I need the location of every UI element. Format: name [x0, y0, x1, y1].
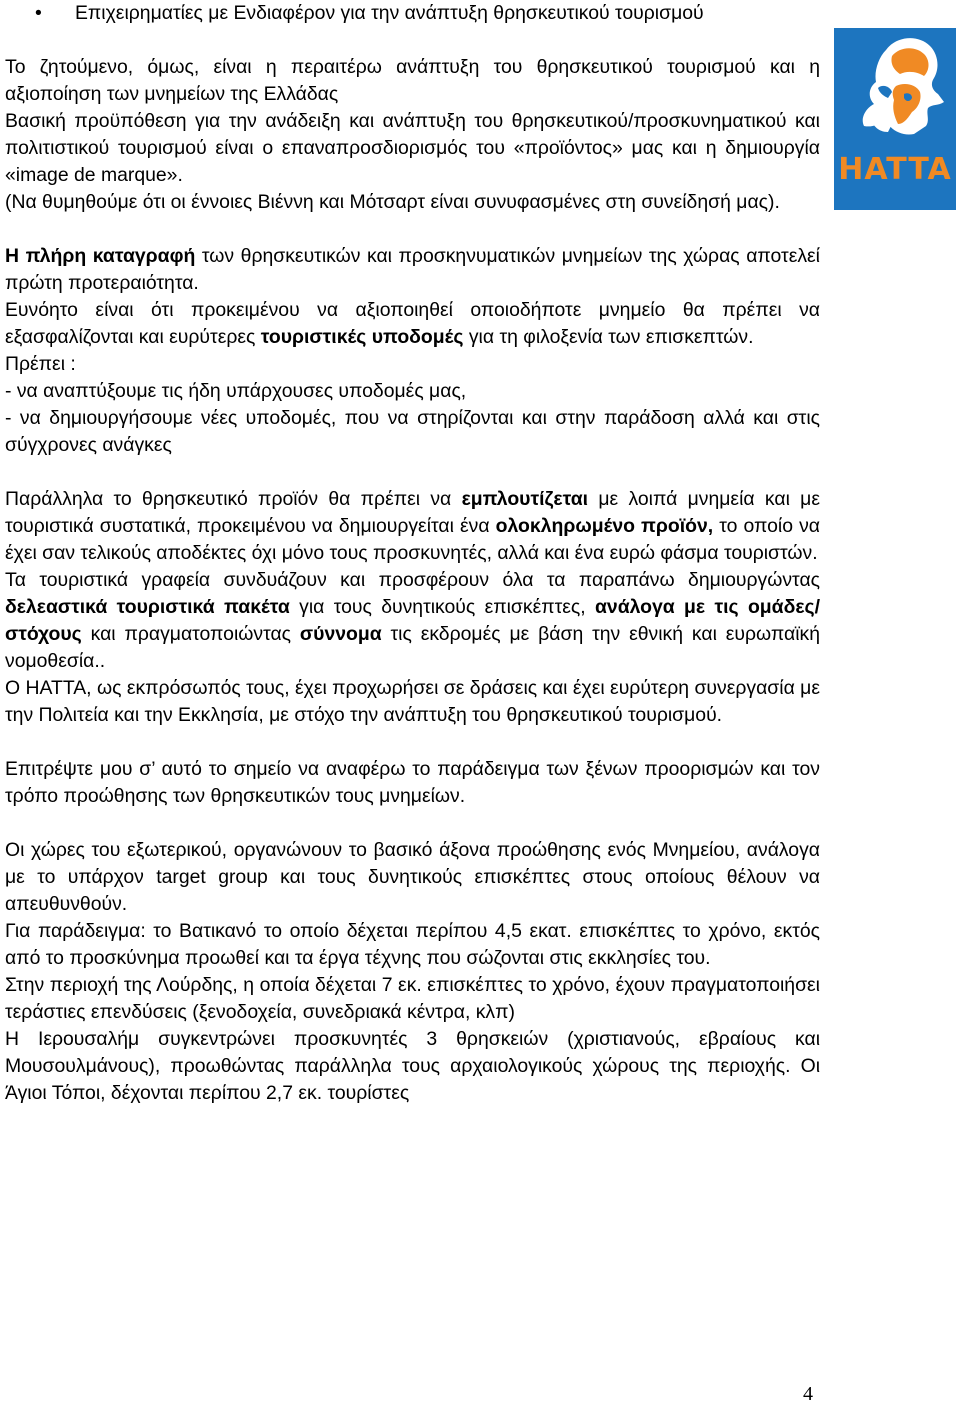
paragraph: Βασική προϋπόθεση για την ανάδειξη και ανάπτυξη του θρησκευτικού/προσκυνηματικού και πολιτιστικού τουρισμού είναι ο επαναπροσδιορισμός του «προϊόντος» μας και η δημιουργία «image de marque». — [5, 110, 820, 186]
spacer — [5, 810, 820, 837]
paragraph: Το ζητούμενο, όμως, είναι η περαιτέρω ανάπτυξη του θρησκευτικού τουρισμού και η αξιοποίηση των μνημείων της Ελλάδας — [5, 56, 820, 105]
text-span: το οποίο να έχει σαν τελικούς αποδέκτες όχι μόνο τους προσκυνητές, αλλά και ένα ευρώ φάσμα τουριστών. — [5, 515, 820, 564]
paragraph: - να δημιουργήσουμε νέες υποδομές, που να στηρίζονται και στην παράδοση αλλά και στις σύγχρονες ανάγκες — [5, 407, 820, 456]
paragraph — [5, 486, 820, 567]
paragraph: (Να θυμηθούμε ότι οι έννοιες Βιέννη και Μότσαρτ είναι συνυφασμένες στη συνείδησή μας). — [5, 191, 780, 213]
text-span: και πραγματοποιώντας — [81, 623, 300, 645]
text-span: τις εκδρομές με βάση την εθνική και ευρωπαϊκή νομοθεσία.. — [5, 623, 820, 672]
text-span: Τα τουριστικά γραφεία συνδυάζουν και προσφέρουν όλα τα παραπάνω δημιουργώντας — [5, 569, 820, 591]
text-span: Ευνόητο είναι ότι προκειμένου να αξιοποιηθεί οποιοδήποτε μνημείο θα πρέπει να εξασφαλίζονται και ευρύτερες — [5, 299, 820, 348]
bold-text: δελεαστικά τουριστικά πακέτα — [5, 596, 290, 618]
text-span: των θρησκευτικών και προσκηνυματικών μνημείων της χώρας αποτελεί πρώτη προτεραιότητα. — [5, 245, 820, 294]
logo-text: HATTA — [838, 152, 952, 187]
bold-text: ανάλογα με τις ομάδες/στόχους — [5, 596, 821, 645]
text-span: Παράλληλα το θρησκευτικό προϊόν θα πρέπει να — [5, 488, 462, 510]
bullet-text: Επιχειρηματίες με Ενδιαφέρον για την ανάπτυξη θρησκευτικού τουρισμού — [75, 2, 704, 24]
paragraph — [5, 297, 820, 351]
bold-text: τουριστικές υποδομές — [260, 326, 464, 348]
paragraph: Για παράδειγμα: το Βατικανό το οποίο δέχεται περίπου 4,5 εκατ. επισκέπτες το χρόνο, εκτός από το προσκύνημα προωθεί και τα έργα τέχνης που σώζονται στις εκκλησίες του. — [5, 920, 820, 969]
spacer — [5, 216, 820, 243]
paragraph — [5, 243, 820, 297]
paragraph: - να αναπτύξουμε τις ήδη υπάρχουσες υποδομές μας, — [5, 380, 467, 402]
paragraph: Η Ιερουσαλήμ συγκεντρώνει προσκυνητές 3 θρησκειών (χριστιανούς, εβραίους και Μουσουλμάνους), προωθώντας παράλληλα τους αρχαιολογικούς χώρους της περιοχής. Οι Άγιοι Τόποι, δέχονται περίπου 2,7 εκ. τουρίστες — [5, 1028, 820, 1104]
bold-text: σύννομα — [299, 623, 382, 645]
paragraph: Πρέπει : — [5, 353, 76, 375]
paragraph: Στην περιοχή της Λούρδης, η οποία δέχεται 7 εκ. επισκέπτες το χρόνο, έχουν πραγματοποιήσει τεράστιες επενδύσεις (ξενοδοχεία, συνεδριακά κέντρα, κλπ) — [5, 974, 820, 1023]
bold-text: ολοκληρωμένο προϊόν, — [495, 515, 714, 537]
paragraph: Ο ΗΑΤΤΑ, ως εκπρόσωπός τους, έχει προχωρήσει σε δράσεις και έχει ευρύτερη συνεργασία με την Πολιτεία και την Εκκλησία, με στόχο την ανάπτυξη του θρησκευτικού τουρισμού. — [5, 677, 820, 726]
text-span: για τη φιλοξενία των επισκεπτών. — [463, 326, 754, 348]
page-number: 4 — [803, 1383, 813, 1405]
paragraph: Επιτρέψτε μου σ’ αυτό το σημείο να αναφέρω το παράδειγμα των ξένων προορισμών και τον τρόπο προώθησης των θρησκευτικών τους μνημείων. — [5, 758, 820, 807]
bold-text: Η πλήρη καταγραφή — [5, 245, 196, 267]
spacer — [5, 729, 820, 756]
bold-text: εμπλουτίζεται — [461, 488, 589, 510]
spacer — [5, 27, 820, 54]
paragraph — [5, 567, 820, 675]
text-span: για τους δυνητικούς επισκέπτες, — [289, 596, 595, 618]
document-body — [5, 0, 820, 1107]
spacer — [5, 459, 820, 486]
hatta-logo — [834, 28, 956, 210]
paragraph: Οι χώρες του εξωτερικού, οργανώνουν το βασικό άξονα προώθησης ενός Μνημείου, ανάλογα με το υπάρχον target group και τους δυνητικούς επισκέπτες στους οποίους θέλουν να απευθυνθούν. — [5, 839, 820, 915]
bullet-icon: • — [35, 2, 42, 24]
bullet-item — [5, 0, 820, 27]
text-span: με λοιπά μνημεία και με τουριστικά συστατικά, προκειμένου να δημιουργείται ένα — [5, 488, 821, 537]
